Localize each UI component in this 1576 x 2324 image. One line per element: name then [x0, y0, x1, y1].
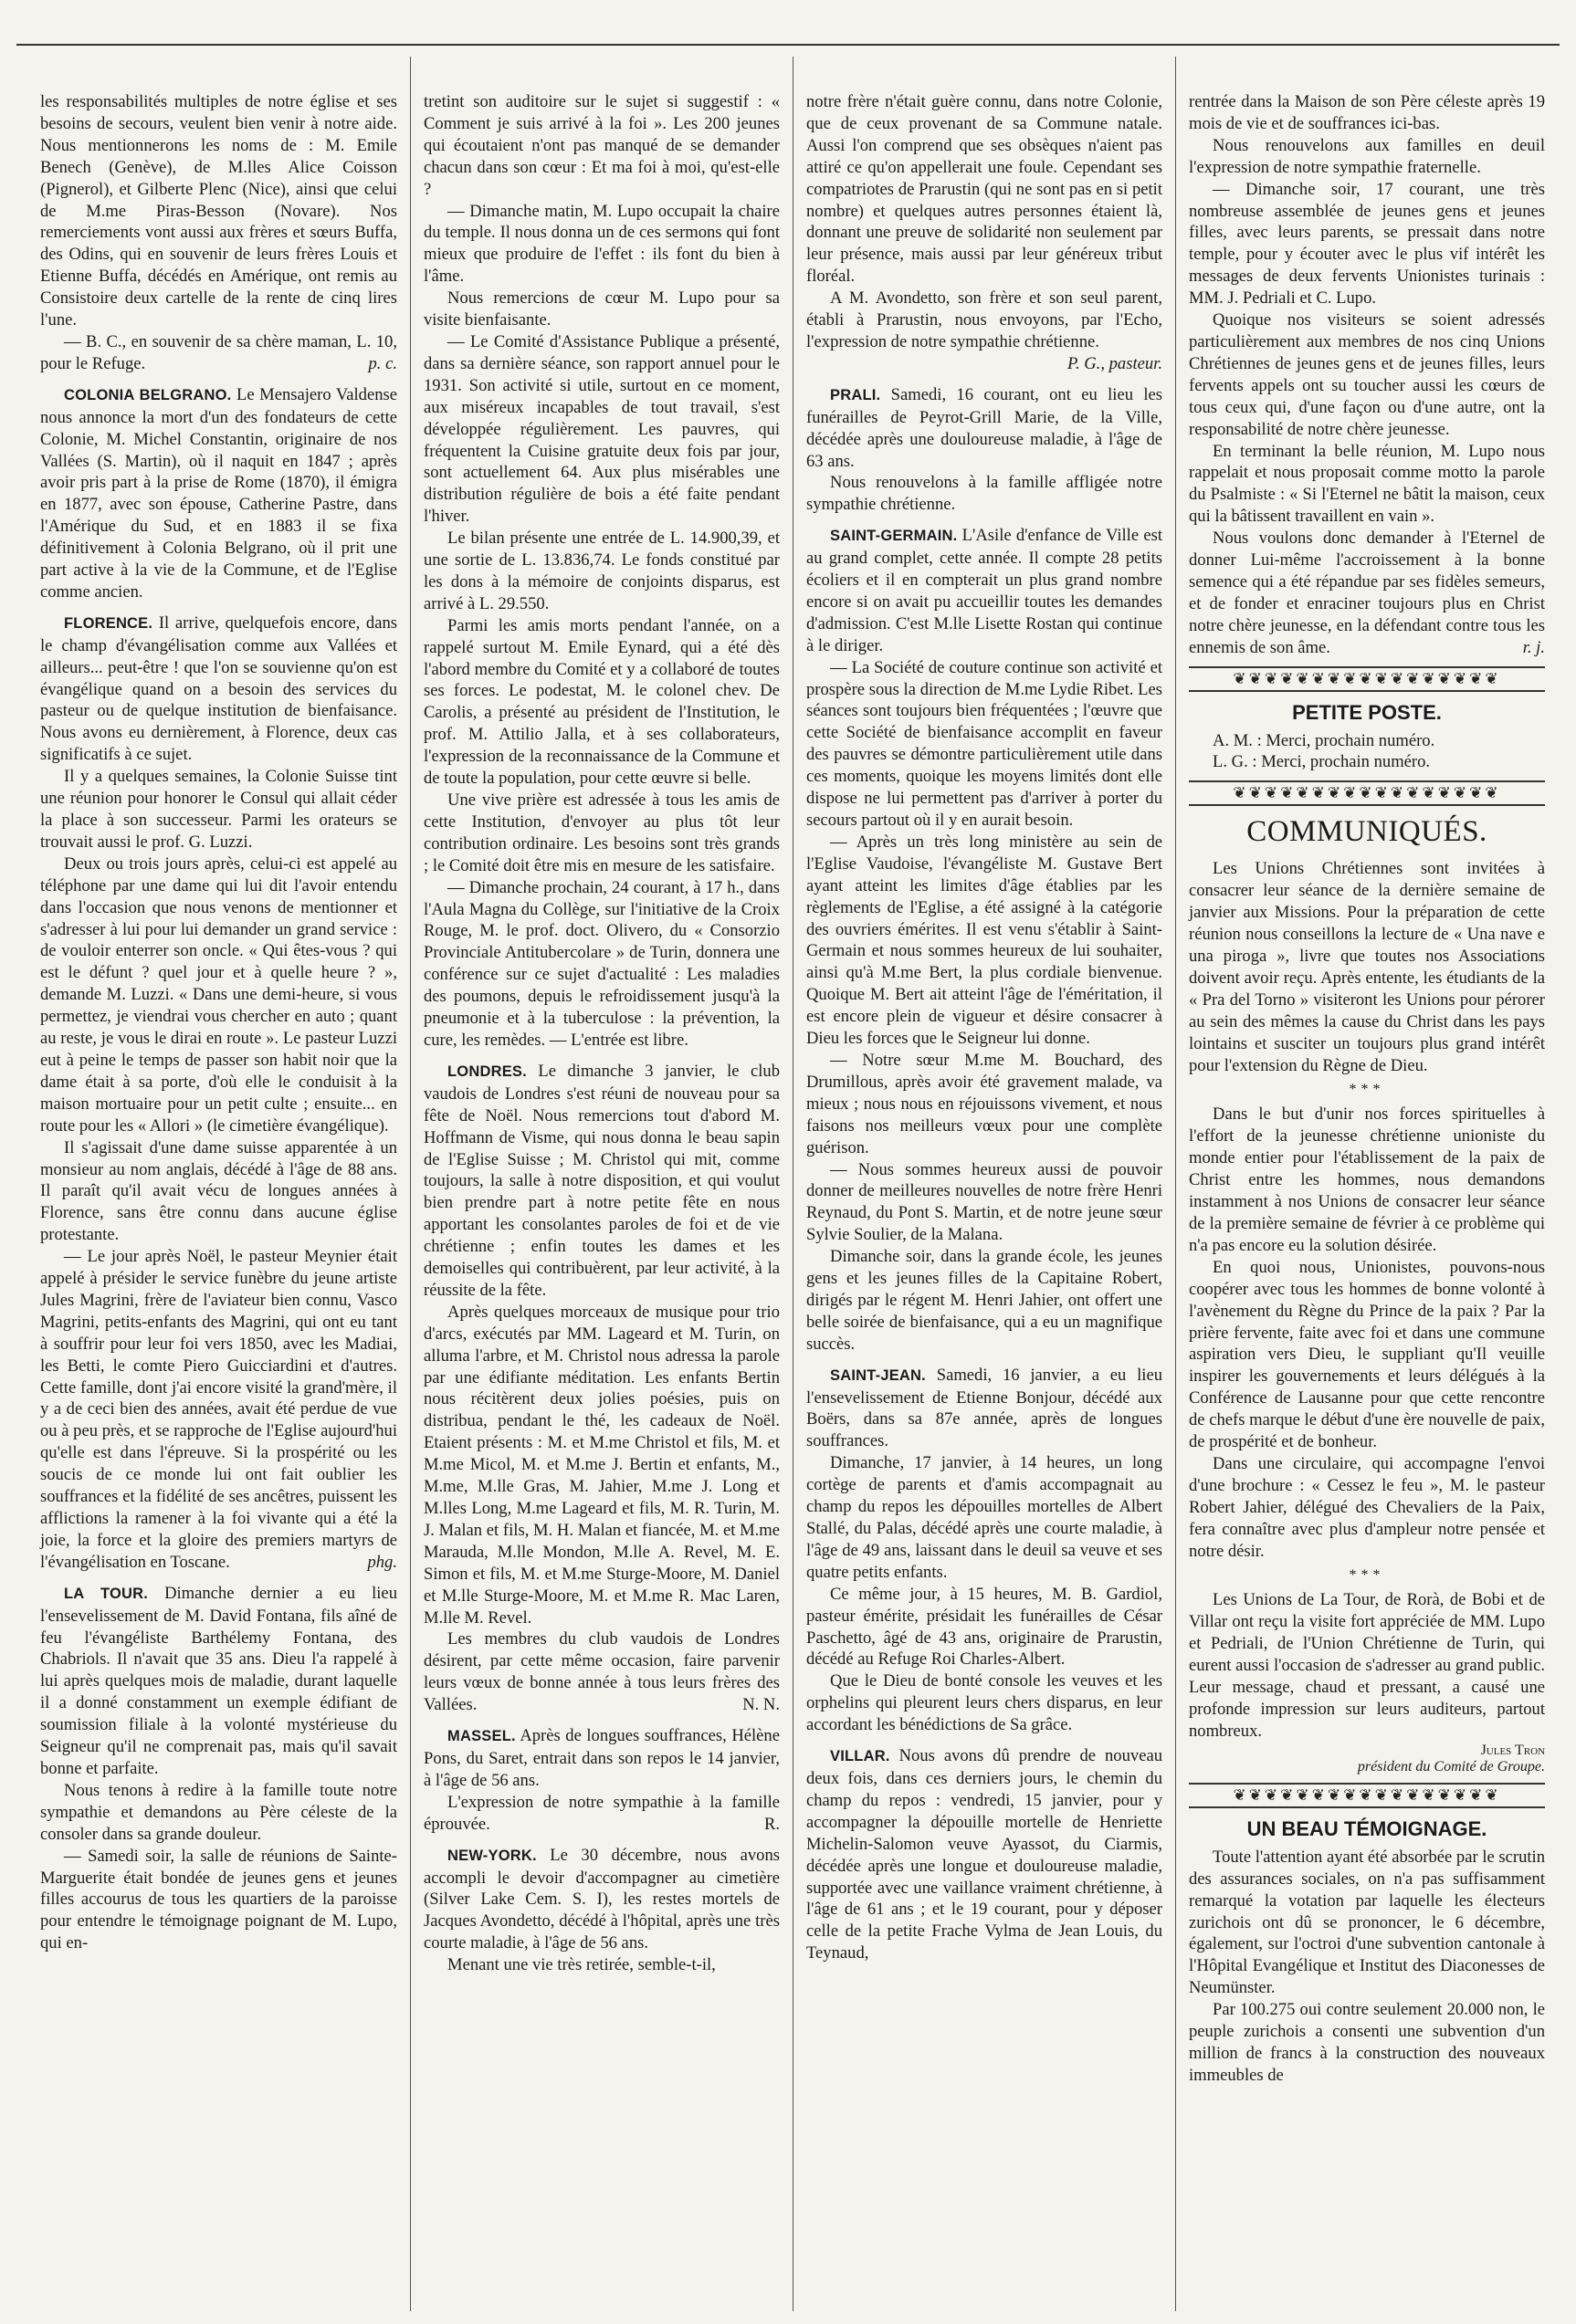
column-2	[410, 57, 793, 2311]
paragraph: Dans une circulaire, qui accompagne l'envoi d'une brochure : « Cessez le feu », M. le pasteur Robert Jahier, délégué des Chevaliers de la Paix, fera connaître avec plus d'ampleur notre pensée et notre désir.	[1189, 1453, 1545, 1561]
signature: R.	[763, 1814, 780, 1834]
paragraph: En quoi nous, Unionistes, pouvons-nous coopérer avec tous les hommes de bonne volonté à l'avènement du Règne du Prince de la paix ? Par la prière fervente, faite avec foi et dans une commune aspiration vers Dieu, le suppliant qu'Il veuille inspirer les gouvernements et leurs délégués à la Conférence de Lausanne pour que cette rencontre de chefs marque le début d'une ère nouvelle de paix, de prospérité et de bonheur.	[1189, 1257, 1545, 1452]
paragraph: Le bilan présente une entrée de L. 14.900,39, et une sortie de L. 13.836,74. Le fonds constitué par les dons à la mémoire de conjoints disparus, est arrivé à L. 29.550.	[424, 529, 780, 613]
paragraph: Dans le but d'unir nos forces spirituelles à l'effort de la jeunesse chrétienne unioniste du monde entier pour l'établissement de la paix de Christ entre les hommes, nous demandons instamment à nos Unions de consacrer leur séance de la première semaine de février à ce problème qui n'a pas encore eu la solution désirée.	[1189, 1104, 1545, 1255]
paragraph: Les membres du club vaudois de Londres désirent, par cette même occasion, faire parvenir leurs vœux de bonne année à tous leurs frères des Vallées. N. N.	[424, 1629, 780, 1715]
article-heading: SAINT-GERMAIN.	[830, 528, 958, 545]
paragraph: Il s'agissait d'une dame suisse apparentée à un monsieur au nom anglais, décédé à l'âge de 88 ans. Il paraît qu'il avait vécu de longues années à Florence, sans être connu dans aucune église protestante.	[40, 1137, 397, 1245]
poste-entry: A. M. : Merci, prochain numéro.	[1213, 730, 1435, 750]
article-heading: LONDRES.	[447, 1063, 527, 1080]
column-4	[1175, 57, 1558, 2311]
column-3	[793, 57, 1175, 2311]
article-heading: COLONIA BELGRANO.	[64, 386, 232, 403]
separator-stars: ***	[1349, 1567, 1385, 1584]
paragraph: Nous tenons à redire à la famille toute notre sympathie et demandons au Père céleste de la consoler dans sa grande douleur.	[40, 1780, 397, 1844]
article-florence: FLORENCE. Il arrive, quelquefois encore, dans le champ d'évangélisation comme aux Vallées et ailleurs... peut-être ! que l'on se souvienne qu'on est évangélique quand on a besoin des services du pasteur ou de quelque institution de bienfaisance. Nous avons eu dernièrement, à Florence, deux cas significatifs à ce sujet.	[40, 612, 397, 765]
paragraph: Nous remercions de cœur M. Lupo pour sa visite bienfaisante.	[424, 288, 780, 330]
paragraph: Que le Dieu de bonté console les veuves et les orphelins qui pleurent leurs chers disparus, en leur accordant les bénédictions de Sa grâce.	[806, 1671, 1162, 1735]
section-title-petite-poste: PETITE POSTE.	[1292, 700, 1442, 724]
paragraph: En terminant la belle réunion, M. Lupo nous rappelait et nous proposait comme motto la parole du Psalmiste : « Si l'Eternel ne bâtit la maison, ceux qui la bâtissent travaillent en vain ».	[1189, 441, 1545, 527]
paragraph: tretint son auditoire sur le sujet si suggestif : « Comment je suis arrivé à la foi ». Les 200 jeunes qui écoutaient n'ont pas manqué de se demander chacun dans son cœur : Et ma foi à moi, qu'est-elle ?	[424, 92, 780, 199]
poste-entry: L. G. : Merci, prochain numéro.	[1213, 752, 1431, 772]
section-title-beau-temoignage: UN BEAU TÉMOIGNAGE.	[1246, 1816, 1487, 1840]
paragraph: Après quelques morceaux de musique pour trio d'arcs, exécutés par MM. Lageard et M. Turin, on alluma l'arbre, et M. Christol nous adressa la parole par une édifiante méditation. Les enfants Bertin nous récitèrent deux jolies poésies, puis on distribua, pendant le thé, les cadeaux de Noël. Etaient présents : M. et M.me Christol et fils, M. et M.me Micol, M. et M.me J. Bertin et enfants, M., M.me, M.lle Gras, M. Jahier, M.me J. Long et M.lles Long, M.me Lageard et fils, M. R. Turin, M. J. Malan et fils, M. H. Malan et fiancée, M. et M.me Marauda, M.lle Mondon, M.lle A. Revel, M. E. Simon et fils, M. et M.me Sturge-Moore, M. Daniel et M.lle Sturge-Moore, M. et M.me R. Mac Laren, M.lle M. Revel.	[424, 1302, 780, 1628]
paragraph: Nous voulons donc demander à l'Eternel de donner Lui-même l'accroissement à la bonne semence qui a été répandue par ses fidèles semeurs, et de fonder et enraciner toujours plus en Christ notre chère jeunesse, en la défendant contre tous les ennemis de son âme. r. j.	[1189, 529, 1545, 657]
paragraph: — Le jour après Noël, le pasteur Meynier était appelé à présider le service funèbre du jeune artiste Jules Magrini, frère de l'aviateur bien connu, Vasco Magrini, petits-enfants des Magrini, qui ont eu tant à souffrir pour leur foi vers 1850, avec les Madiai, les Betti, le comte Piero Guicciardini et d'autres. Cette famille, dont j'ai encore visité la grand'mère, il y a de ceci bien des années, avait été perdue de vue ou à peu près, et se rapproche de l'Eglise aujourd'hui qu'elle est dans l'épreuve. Si la prospérité ou les soucis de ce monde lui ont fait oublier les souffrances et la fidélité de ses ancêtres, puissent les afflictions la ramener à la foi vivante qui a été la joie, la force et la gloire des premiers martyrs de l'évangélisation en Toscane. phg.	[40, 1247, 397, 1572]
article-heading: MASSEL.	[447, 1728, 516, 1745]
signature: p. c.	[368, 353, 397, 373]
paragraph: Il y a quelques semaines, la Colonie Suisse tint une réunion pour honorer le Consul qui allait céder la place à son successeur. Parmi les orateurs se trouvait aussi le prof. G. Luzzi.	[40, 767, 397, 852]
article-prali: PRALI. Samedi, 16 courant, ont eu lieu les funérailles de Peyrot-Grill Marie, de la Ville, décédée après une douloureuse maladie, à l'âge de 63 ans.	[806, 384, 1162, 471]
paragraph: — Après un très long ministère au sein de l'Eglise Vaudoise, l'évangéliste M. Gustave Bert ayant atteint les limites d'âge établies par les règlements de l'Eglise, a été assigné à la catégorie des ouvriers émérites. Il est venu s'établir à Saint-Germain et nous sommes heureux de lui souhaiter, ainsi qu'à M.me Bert, la plus cordiale bienvenue. Quoique M. Bert ait atteint l'âge de l'éméritation, il est encore plein de vigueur et désire consacrer à Dieu les forces que le Seigneur lui donne.	[806, 832, 1162, 1049]
paragraph: Dimanche, 17 janvier, à 14 heures, un long cortège de parents et d'amis accompagnait au champ du repos les dépouilles mortelles de Albert Stallé, du Palas, décédé après une courte maladie, à l'âge de 49 ans, laissant dans le deuil sa veuve et ses quatre petits enfants.	[806, 1453, 1162, 1582]
paragraph: L'expression de notre sympathie à la famille éprouvée. R.	[424, 1792, 780, 1834]
ornament-divider: ❦❦❦❦❦❦❦❦❦❦❦❦❦❦❦❦❦	[1189, 1783, 1545, 1808]
paragraph: Une vive prière est adressée à tous les amis de cette Institution, d'envoyer au plus tôt leur contribution ordinaire. Les besoins sont très grands ; le Comité doit être mis en mesure de les satisfaire.	[424, 790, 780, 875]
ornament-divider: ❦❦❦❦❦❦❦❦❦❦❦❦❦❦❦❦❦	[1189, 780, 1545, 806]
paragraph: Les Unions Chrétiennes sont invitées à consacrer leur séance de la dernière semaine de janvier aux Missions. Pour la préparation de cette réunion nous conseillons la lecture de « Una nave e una piroga », livre que toutes nos Associations doivent avoir reçu. Après entente, les étudiants de la « Pra del Torno » visiteront les Unions pour pérorer au sein des mêmes la cause du Christ dans les pays lointains et susciter un toujours plus grand intérêt pour l'extension du Règne de Dieu.	[1189, 859, 1545, 1075]
paragraph: Nous renouvelons aux familles en deuil l'expression de notre sympathie fraternelle.	[1189, 135, 1545, 177]
signature: N. N.	[742, 1695, 780, 1715]
ornament-divider: ❦❦❦❦❦❦❦❦❦❦❦❦❦❦❦❦❦	[1189, 666, 1545, 692]
paragraph: — Nous sommes heureux aussi de pouvoir donner de meilleures nouvelles de notre frère Henri Reynaud, du Pont S. Martin, et de notre jeune sœur Sylvie Soulier, de la Malana.	[806, 1159, 1162, 1245]
article-la-tour: LA TOUR. Dimanche dernier a eu lieu l'ensevelissement de M. David Fontana, fils aîné de feu l'évangéliste Barthélemy Fontana, des Chabriols. Il n'avait que 35 ans. Dieu l'a rappelé à lui après quelques mois de maladie, durant laquelle il a donné constamment un exemple édifiant de soumission filiale à la volonté mystérieuse du Seigneur qu'il ne comprenait pas, mais qu'il savait bonne et parfaite.	[40, 1583, 397, 1778]
paragraph: Les Unions de La Tour, de Rorà, de Bobi et de Villar ont reçu la visite fort appréciée de MM. Lupo et Pedriali, de l'Union Chrétienne de Turin, qui eurent aussi l'occasion de s'adresser au grand public. Leur message, chaud et pressant, a causé une profonde impression sur leurs auditeurs, partout nombreux.	[1189, 1590, 1545, 1741]
paragraph: Nous renouvelons à la famille affligée notre sympathie chrétienne.	[806, 473, 1162, 515]
paragraph: rentrée dans la Maison de son Père céleste après 19 mois de vie et de souffrances ici-bas.	[1189, 92, 1545, 133]
signature-name: Jules Tron	[1480, 1742, 1545, 1758]
paragraph: Parmi les amis morts pendant l'année, on a rappelé surtout M. Emile Eynard, qui a été dès l'abord membre du Comité et y a collaboré de toutes ses forces. Le podestat, M. le colonel chev. De Carolis, a présenté au président de l'Institution, le prof. M. Attilio Jalla, et à ses collaborateurs, l'expression de la reconnaissance de la Commune et de toute la population, pour cette œuvre si belle.	[424, 615, 780, 789]
paragraph: — Dimanche soir, 17 courant, une très nombreuse assemblée de jeunes gens et jeunes filles, avec leurs parents, se pressait dans notre temple, pour y écouter avec le plus vif intérêt les messages de deux fervents Unionistes turinais : MM. J. Pedriali et C. Lupo.	[1189, 179, 1545, 309]
article-heading: LA TOUR.	[64, 1585, 149, 1602]
article-heading: PRALI.	[830, 386, 881, 403]
top-rule	[16, 44, 1560, 46]
paragraph: — Samedi soir, la salle de réunions de Sainte-Marguerite était bondée de jeunes gens et jeunes filles accourus de tous les quartiers de la paroisse pour entendre le témoignage poignant de M. Lupo, qui en-	[40, 1846, 397, 1953]
signature: r. j.	[1522, 637, 1545, 657]
paragraph: Par 100.275 oui contre seulement 20.000 non, le peuple zurichois a consenti une subvention d'un million de francs à la construction des nouveaux immeubles de	[1189, 2000, 1545, 2085]
paragraph: Ce même jour, à 15 heures, M. B. Gardiol, pasteur émérite, présidait les funérailles de César Paschetto, âgé de 43 ans, originaire de Prarustin, décédé au Refuge Roi Charles-Albert.	[806, 1584, 1162, 1670]
article-new-york: NEW-YORK. Le 30 décembre, nous avons accompli le devoir d'accompagner au cimetière (Silver Lake Cem. S. I), les restes mortels de Jacques Avondetto, décédé à l'hôpital, après une très courte maladie, à l'âge de 56 ans.	[424, 1845, 780, 1953]
signature: P. G., pasteur.	[1067, 353, 1162, 373]
paragraph: — La Société de couture continue son activité et prospère sous la direction de M.me Lydie Ribet. Les séances sont toujours bien fréquentées ; l'œuvre que cette Société de bienfaisance accomplit en faveur des pauvres se démontre particulièrement utile dans ces moments, quoique les moyens limités dont elle dispose ne lui permettent pas d'arriver à porter du secours partout où il y en aurait besoin.	[806, 657, 1162, 830]
article-heading: NEW-YORK.	[447, 1847, 537, 1864]
signature: phg.	[367, 1552, 397, 1572]
paragraph: Dimanche soir, dans la grande école, les jeunes gens et les jeunes filles de la Capitaine Robert, dirigés par le régent M. Henri Jahier, ont offert une belle soirée de bienfaisance, qui a eu un magnifique succès.	[806, 1247, 1162, 1354]
article-heading: VILLAR.	[830, 1748, 890, 1765]
paragraph: Toute l'attention ayant été absorbée par le scrutin des assurances sociales, on n'a pas suffisamment remarqué la votation par laquelle les électeurs zurichois ont dû se prononcer, le 6 décembre, également, sur l'octroi d'une subvention cantonale à l'Hôpital Evangélique et Institut des Diaconesses de Neumünster.	[1189, 1847, 1545, 1998]
article-heading: SAINT-JEAN.	[830, 1366, 926, 1384]
paragraph: — Dimanche prochain, 24 courant, à 17 h., dans l'Aula Magna du Collège, sur l'initiative de la Croix Rouge, M. le prof. doct. Olivero, du « Consorzio Provinciale Antitubercolare » de Turin, donnera une conférence sur ce sujet d'actualité : Les maladies des poumons, depuis le refroidissement jusqu'à la pneumonie et à la tuberculose : la prévention, la cure, les remèdes. — L'entrée est libre.	[424, 877, 780, 1050]
article-heading: FLORENCE.	[64, 614, 153, 632]
article-saint-germain: SAINT-GERMAIN. L'Asile d'enfance de Ville est au grand complet, cette année. Il compte 28 petits écoliers et il en compterait un plus grand nombre encore si on avait pu accueillir toutes les demandes d'admission. C'est M.lle Lisette Rostan qui continue à le diriger.	[806, 526, 1162, 655]
paragraph: les responsabilités multiples de notre église et ses besoins de secours, veulent bien venir à notre aide. Nous mentionnerons les noms de : M. Emile Benech (Genève), de M.lles Alice Coisson (Pignerol), et Gilberte Plenc (Nice), ainsi que celui de M.me Piras-Besson (Novare). Nos remerciements vont aussi aux frères et sœurs Buffa, des Odins, qui en souvenir de leurs frères Louis et Etienne Buffa, décédés en Amérique, ont remis au Consistoire deux cartelle de la rente de cinq lires l'une.	[40, 92, 397, 330]
column-1	[27, 57, 410, 2311]
paragraph: — Le Comité d'Assistance Publique a présenté, dans sa dernière séance, son rapport annuel pour le 1931. Son activité si utile, surtout en ce moment, aux miséreux incapables de tout travail, s'est développée régulièrement. Les pauvres, qui fréquentent la Cuisine gratuite deux fois par jour, sont actuellement 64. Aux plus misérables une distribution régulière de bois a été faite pendant l'hiver.	[424, 331, 780, 527]
separator-stars: ***	[1349, 1082, 1385, 1098]
article-colonia-belgrano: COLONIA BELGRANO. Le Mensajero Valdense nous annonce la mort d'un des fondateurs de cette Colonie, M. Michel Constantin, originaire de nos Vallées (S. Martin), où il naquit en 1847 ; après avoir pris part à la prise de Rome (1870), il émigra en 1877, avec son épouse, Catherine Pastre, dans l'Amérique du Sud, et en 1883 il se fixa définitivement à Colonia Belgrano, où il prit une part active à la vie de la Commune, et de l'Eglise comme ancien.	[40, 384, 397, 602]
paragraph: — B. C., en souvenir de sa chère maman, L. 10, pour le Refuge. p. c.	[40, 331, 397, 373]
paragraph: Deux ou trois jours après, celui-ci est appelé au téléphone par une dame qui lui dit l'avoir entendu dans l'occasion que nous venons de mentionner et s'adresser à lui pour lui demander un grand service : de vouloir enterrer son oncle. « Qui êtes-vous ? qui est le défunt ? quel jour et à quelle heure ? », demande M. Luzzi. « Dans une demi-heure, si vous permettez, je viendrai vous chercher en auto ; quant au reste, je vous le dirai en route ». Le pasteur Luzzi eut à peine le temps de passer son habit noir que la dame était à sa porte, d'où elle le conduisit à la maison mortuaire pour un petit culte ; ensuite... en route pour les « Allori » (le cimetière évangélique).	[40, 853, 397, 1136]
article-saint-jean: SAINT-JEAN. Samedi, 16 janvier, a eu lieu l'ensevelissement de Etienne Bonjour, décédé aux Boërs, dans sa 87e année, après de longues souffrances.	[806, 1365, 1162, 1451]
paragraph: — Dimanche matin, M. Lupo occupait la chaire du temple. Il nous donna un de ces sermons qui font mieux que produire de l'effet : ils font du bien à l'âme.	[424, 201, 780, 287]
article-londres: LONDRES. Le dimanche 3 janvier, le club vaudois de Londres s'est réuni de nouveau pour sa fête de Noël. Nous remercions tout d'abord M. Hoffmann de Visme, qui nous donna le beau sapin de l'Eglise Suisse ; M. Christol qui mit, comme toujours, la salle à notre disposition, et qui voulut bien prendre part à notre petite fête en nous apportant les consolantes paroles de foi et de vie chrétienne ; enfin toutes les dames et les demoiselles qui contribuèrent, par leur activité, à la réussite de la fête.	[424, 1061, 780, 1300]
section-title-communiques: COMMUNIQUÉS.	[1246, 815, 1487, 849]
paragraph: A M. Avondetto, son frère et son seul parent, établi à Prarustin, nous envoyons, par l'Echo, l'expression de notre sympathie chrétienne.	[806, 288, 1162, 351]
paragraph: notre frère n'était guère connu, dans notre Colonie, que de ceux provenant de sa Commune natale. Aussi l'on comprend que ses obsèques n'aient pas attiré ce qu'on appellerait une foule. Cependant ses compatriotes de Prarustin (qui ne sont pas en si petit nombre) et quelques autres personnes étaient là, donnant une preuve de solidarité non seulement par leur présence, mais aussi par leur généreux tribut floréal.	[806, 92, 1162, 287]
paragraph: — Notre sœur M.me M. Bouchard, des Drumillous, après avoir été gravement malade, va mieux ; nous nous en réjouissons vivement, et nous faisons nos meilleurs vœux pour une complète guérison.	[806, 1050, 1162, 1157]
paragraph: Menant une vie très retirée, semble-t-il,	[447, 1955, 716, 1975]
article-villar: VILLAR. Nous avons dû prendre de nouveau deux fois, dans ces derniers jours, le chemin du champ du repos : vendredi, 15 janvier, pour y accompagner la dépouille mortelle de Henriette Michelin-Salomon veuve Ayassot, du Ciarmis, décédée après une longue et douloureuse maladie, supportée avec une vaillance vraiment chrétienne, à l'âge de 61 ans ; et le 19 courant, pour y déposer celle de la petite Frache Vylma de Jean Louis, du Teynaud,	[806, 1746, 1163, 1963]
article-massel: MASSEL. Après de longues souffrances, Hélène Pons, du Saret, entrait dans son repos le 14 janvier, à l'âge de 56 ans.	[424, 1726, 780, 1790]
signature-title: président du Comité de Groupe.	[1357, 1758, 1545, 1774]
paragraph: Quoique nos visiteurs se soient adressés particulièrement aux membres de nos cinq Unions Chrétiennes de jeunes gens et de jeunes filles, leurs fervents appels ont su toucher aussi les cœurs de tous ceux qui, d'une façon ou d'une autre, ont la responsabilité de notre chère jeunesse.	[1189, 310, 1545, 439]
